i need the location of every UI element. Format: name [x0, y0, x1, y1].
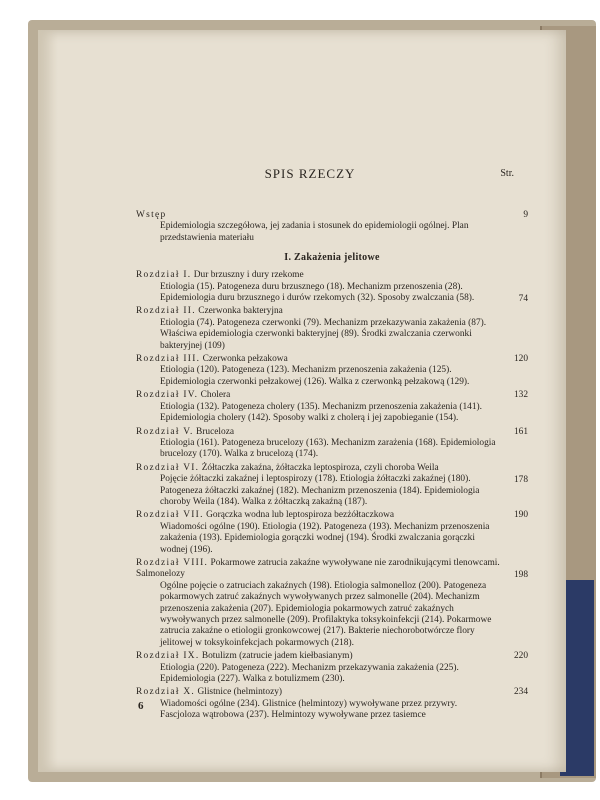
chapter-contents: Etiologia (15). Patogeneza duru brzusznego (18). Mechanizm przenoszenia (28). Epidemiologia duru brzusznego i durów rzekomych (32). Sposoby zwalczania (58). — [160, 281, 475, 304]
chapter-number: Rozdział VII. — [136, 510, 204, 521]
entry-description: Epidemiologia szczegółowa, jej zadania i stosunek do epidemiologii ogólnej. Plan przedstawienia materiału — [160, 221, 469, 243]
chapter-number: Rozdział VIII. — [136, 557, 209, 568]
chapter-number: Rozdział III. — [136, 354, 201, 365]
chapter-title: Czerwonka pełzakowa — [202, 354, 288, 365]
chapter-title: Pokarmowe zatrucia zakaźne wywoływane nie zarodnikującymi tlenowcami. Salmonelozy — [136, 557, 500, 580]
page-number-folio: 6 — [138, 700, 144, 712]
page-gutter-shadow — [38, 30, 58, 772]
chapter-page-number: 161 — [513, 426, 528, 437]
chapter-title: Cholera — [200, 390, 231, 401]
chapter-page-number: 190 — [513, 510, 528, 521]
chapter-title: Glistnice (helmintozy) — [197, 687, 283, 698]
chapter-title: Bruceloza — [196, 426, 235, 437]
chapter-page-number: 132 — [513, 390, 528, 401]
chapter-page-number: 220 — [513, 651, 528, 662]
page-column-label: Str. — [500, 168, 514, 179]
chapter-number: Rozdział I. — [136, 270, 192, 281]
section-heading: I. Zakażenia jelitowe — [284, 252, 380, 264]
chapter-contents: Etiologia (132). Patogeneza cholery (135). Mechanizm przenoszenia zakażenia (141). Epidemiologia cholery (142). Sposoby walki z cholerą i jej zapobieganie (154). — [160, 401, 482, 424]
toc-entry-chapter — [136, 270, 528, 304]
toc-entry-chapter — [136, 687, 528, 721]
chapter-title: Czerwonka bakteryjna — [198, 306, 283, 317]
chapter-number: Rozdział X. — [136, 687, 196, 698]
chapter-page-number: 74 — [518, 294, 528, 305]
toc-header — [100, 166, 520, 188]
toc-entry-chapter — [136, 651, 528, 685]
chapter-title: Dur brzuszny i dury rzekome — [193, 270, 304, 281]
chapter-number: Rozdział IV. — [136, 390, 199, 401]
chapter-contents: Etiologia (220). Patogeneza (222). Mechanizm przekazywania zakażenia (225). Epidemiologia (227). Walka z botulizmem (230). — [160, 662, 459, 685]
toc-entry-chapter — [136, 510, 528, 556]
chapter-number: Rozdział IX. — [136, 651, 200, 662]
toc-entry-chapter — [136, 354, 528, 388]
chapter-page-number: 198 — [513, 569, 528, 580]
entry-heading: Wstęp — [136, 210, 167, 220]
chapter-contents: Wiadomości ogólne (234). Glistnice (helmintozy) wywoływane przez przywry. Fascjoloza wątrobowa (237). Helmintozy wywoływane przez tasiemce — [160, 698, 458, 721]
chapter-number: Rozdział VI. — [136, 462, 200, 473]
chapter-contents: Ogólne pojęcie o zatruciach zakaźnych (198). Etiologia salmonelloz (200). Patogeneza pokarmowych zatruć zakaźnych wywoływanych przez salmonelle (204). Mechanizm przenoszenia zakażenia (207). Epidemiologia pokarmowych zatruć zakaźnych wywoływanych przez salmonelle (209). Profilaktyka toksykoinfekcji (214). Pokarmowe zatrucia zakaźne o etiologii gronkowcowej (217). Bakterie niechorobotwórcze flory jelitowej w toksykoinfekcjach pokarmowych (218). — [160, 580, 492, 648]
chapter-page-number: 120 — [513, 354, 528, 365]
toc-entry-chapter — [136, 390, 528, 424]
chapter-title: Botulizm (zatrucie jadem kiełbasianym) — [201, 651, 353, 662]
toc-entry-chapter — [136, 558, 528, 649]
chapter-contents: Etiologia (74). Patogeneza czerwonki (79). Mechanizm przekazywania zakażenia (87). Właściwa epidemiologia czerwonki bakteryjnej (89). Środki zwalczania czerwonki bakteryjnej (109) — [160, 317, 487, 351]
chapter-contents: Etiologia (120). Patogeneza (123). Mechanizm przenoszenia zakażenia (125). Epidemiologia czerwonki pełzakowej (126). Walka z czerwonką pełzakową (129). — [160, 365, 470, 387]
chapter-number: Rozdział II. — [136, 306, 196, 317]
chapter-contents: Pojęcie żółtaczki zakaźnej i leptospirozy (178). Etiologia żółtaczki zakaźnej (180). Patogeneza żółtaczki zakaźnej (182). Mechanizm przenoszenia (184). Epidemiologia choroby Weila (184). Walka z żółtaczką zakaźną (187). — [160, 474, 480, 507]
chapter-page-number: 234 — [513, 687, 528, 698]
toc-entry-chapter — [136, 463, 528, 509]
chapter-number: Rozdział V. — [136, 426, 194, 437]
entry-page-number: 9 — [523, 210, 528, 220]
toc-entry-intro — [136, 210, 528, 244]
chapter-title: Gorączka wodna lub leptospiroza bezżółtaczkowa — [206, 510, 395, 521]
toc-title: SPIS RZECZY — [264, 166, 356, 181]
chapter-contents: Etiologia (161). Patogeneza brucelozy (163). Mechanizm zarażenia (168). Epidemiologia brucelozy (170). Walka z brucelozą (174). — [160, 437, 496, 460]
toc-entry-chapter — [136, 427, 528, 461]
chapter-page-number: 178 — [513, 474, 528, 485]
toc-entry-chapter — [136, 294, 528, 352]
table-of-contents — [136, 210, 528, 724]
chapter-title: Żółtaczka zakaźna, żółtaczka leptospiroza, czyli choroba Weila — [201, 462, 439, 473]
chapter-contents: Wiadomości ogólne (190). Etiologia (192). Patogeneza (193). Mechanizm przenoszenia zakażenia (193). Epidemiologia gorączki wodnej (194). Środki zwalczania gorączki wodnej (196). — [160, 521, 490, 555]
